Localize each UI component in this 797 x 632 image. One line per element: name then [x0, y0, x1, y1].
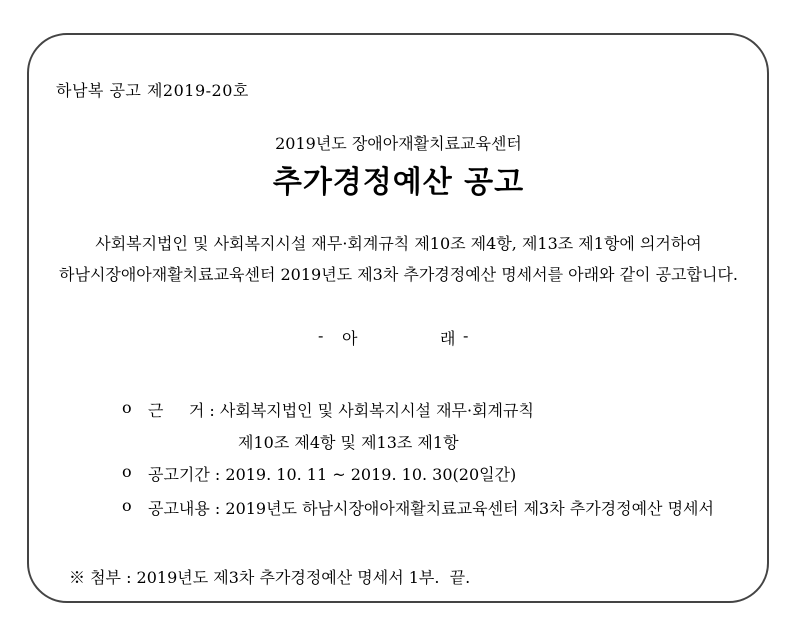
intro-line-1: 사회복지법인 및 사회복지시설 재무·회계규칙 제10조 제4항, 제13조 제1항에 의거하여 [95, 234, 702, 253]
basis-text-continuation: 제10조 제4항 및 제13조 제1항 [238, 433, 459, 452]
notice-number: 하남복 공고 제2019-20호 [56, 81, 249, 100]
below-heading-word-1: 아 [342, 329, 358, 348]
below-heading-dash-right: - [463, 326, 469, 345]
attachment-note: ※ 첨부 : 2019년도 제3차 추가경정예산 명세서 1부. 끝. [69, 568, 471, 587]
basis-text: 근 거 : 사회복지법인 및 사회복지시설 재무·회계규칙 [148, 401, 534, 420]
period-text: 공고기간 : 2019. 10. 11 ~ 2019. 10. 30(20일간) [148, 465, 517, 484]
below-heading-word-2: 래 [440, 329, 456, 348]
intro-line-2: 하남시장애아재활치료교육센터 2019년도 제3차 추가경정예산 명세서를 아래와 같이 공고합니다. [59, 265, 738, 284]
notice-subtitle: 2019년도 장애아재활치료교육센터 [275, 134, 522, 153]
bullet-icon: o [122, 462, 132, 481]
content-text: 공고내용 : 2019년도 하남시장애아재활치료교육센터 제3차 추가경정예산 명세서 [148, 499, 714, 518]
below-heading-dash-left: - [318, 326, 324, 345]
notice-title: 추가경정예산 공고 [272, 165, 525, 200]
bullet-icon: o [122, 398, 132, 417]
bullet-icon: o [122, 496, 132, 515]
